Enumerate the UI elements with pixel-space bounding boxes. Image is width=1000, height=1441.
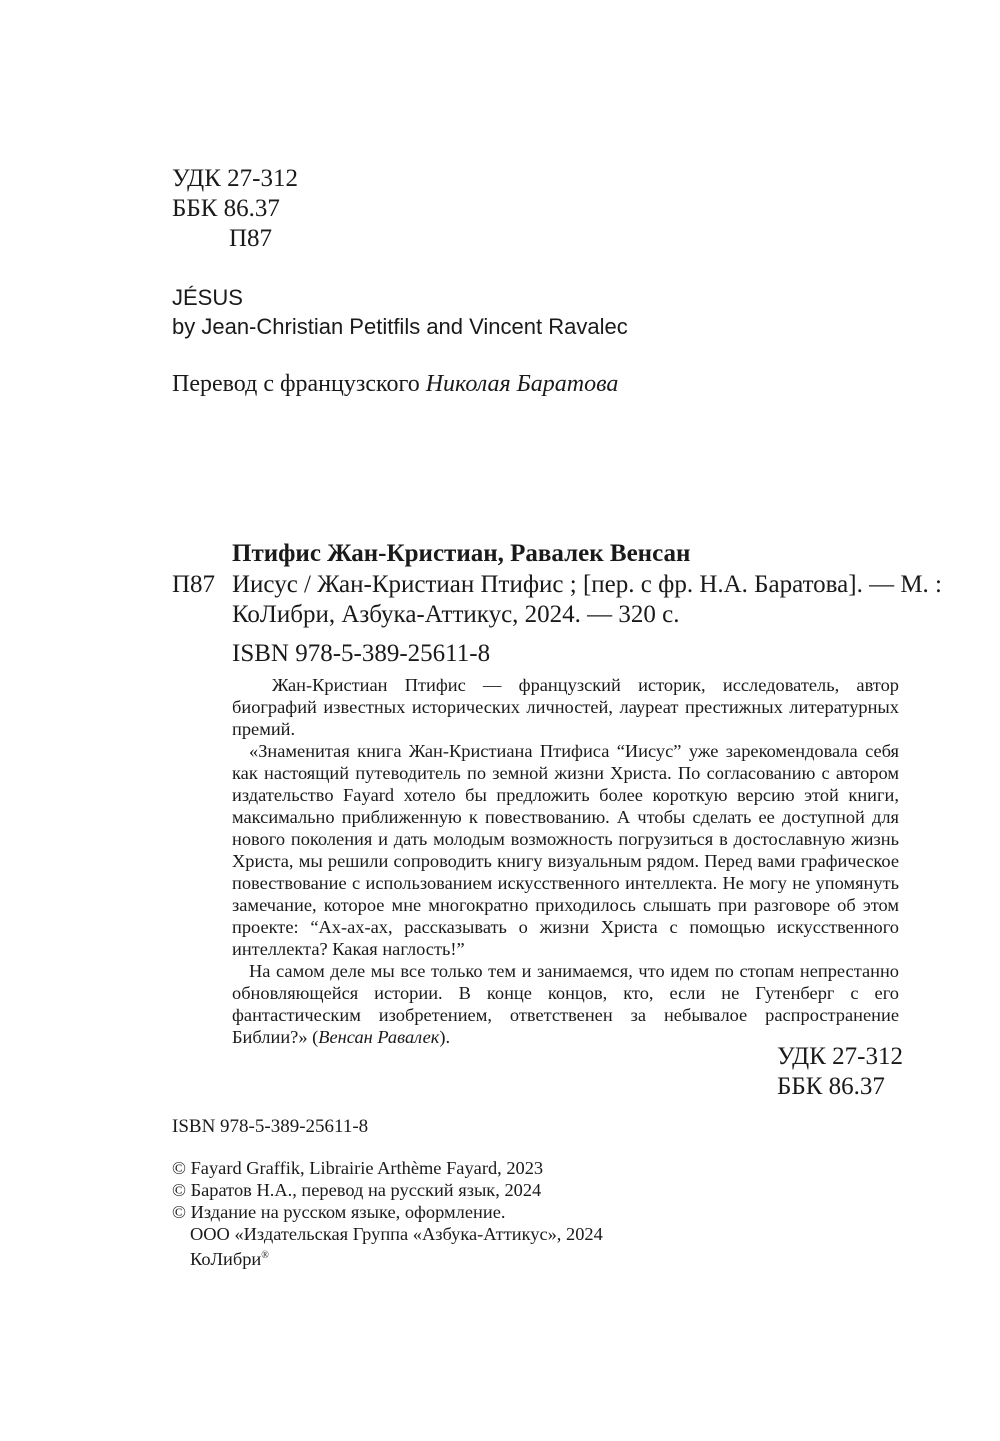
copyright-block [172, 1157, 603, 1270]
copyright-line-1: © Fayard Graffik, Librairie Arthème Fayard, 2023 [172, 1158, 544, 1178]
record-description-line1: Иисус / Жан-Кристиан Птифис ; [пер. с фр. Н.А. Баратова]. — М. : [232, 571, 942, 598]
attribution-open: ( [312, 1027, 319, 1047]
bottom-bbk-code: ББК 86.37 [777, 1073, 885, 1100]
abstract-paragraph-3-text: На самом деле мы все только тем и занимаемся, что идем по стопам непрестанно обновляющейся истории. В конце концов, кто, если не Гутенберг с его фантастическим изобретением, ответственен за небывалое распространение Библии?» [232, 961, 899, 1047]
abstract-paragraph-1: Жан-Кристиан Птифис — французский историк, исследователь, автор биографий известных исторических личностей, лауреат престижных литературных премий. [232, 675, 899, 739]
original-title: JÉSUS [172, 285, 243, 310]
bbk-code: ББК 86.37 [172, 195, 280, 222]
publisher-brand: КоЛибри [190, 1249, 262, 1270]
udk-code: УДК 27-312 [172, 165, 298, 192]
registered-mark: ® [261, 1250, 269, 1261]
copyright-line-3: © Издание на русском языке, оформление. [172, 1202, 506, 1222]
bottom-udk-code: УДК 27-312 [777, 1043, 903, 1070]
copyright-line-5 [172, 1245, 603, 1270]
attribution-name: Венсан Равалек [318, 1027, 440, 1047]
attribution-close: ). [439, 1027, 451, 1047]
author-mark: П87 [229, 225, 273, 252]
record-heading: Птифис Жан-Кристиан, Равалек Венсан [232, 540, 691, 567]
copyright-line-2: © Баратов Н.А., перевод на русский язык, 2024 [172, 1180, 542, 1200]
translator-name: Николая Баратова [425, 371, 619, 397]
translation-credit [172, 369, 618, 399]
record-description-line2: КоЛибри, Азбука-Аттикус, 2024. — 320 с. [232, 601, 680, 628]
abstract-paragraph-2: «Знаменитая книга Жан-Кристиана Птифиса “Иисус” уже зарекомендовала себя как настоящий путеводитель по земной жизни Христа. По согласованию с автором издательство Fayard хотело бы предложить более короткую версию этой книги, максимально приближенную к повествованию. А чтобы сделать ее доступной для нового поколения и дать молодым возможность погрузиться в достославную жизнь Христа, мы решили сопроводить книгу визуальным рядом. Перед вами графическое повествование с использованием искусственного интеллекта. Не могу не упомянуть замечание, которое мне многократно приходилось слышать при разговоре об этом проекте: “Ах-ах-ах, рассказывать о жизни Христа с помощью искусственного интеллекта? Какая наглость!” [232, 741, 899, 959]
copyright-line-4: ООО «Издательская Группа «Азбука-Аттикус», 2024 [190, 1224, 603, 1244]
translation-prefix: Перевод с французского [172, 371, 420, 397]
record-isbn: ISBN 978-5-389-25611-8 [232, 640, 491, 667]
original-byline: by Jean-Christian Petitfils and Vincent Ravalec [172, 314, 628, 339]
abstract-paragraph-3 [232, 960, 899, 1048]
isbn-footer: ISBN 978-5-389-25611-8 [172, 1116, 369, 1137]
record-mark: П87 [172, 571, 216, 598]
abstract [232, 674, 899, 1048]
